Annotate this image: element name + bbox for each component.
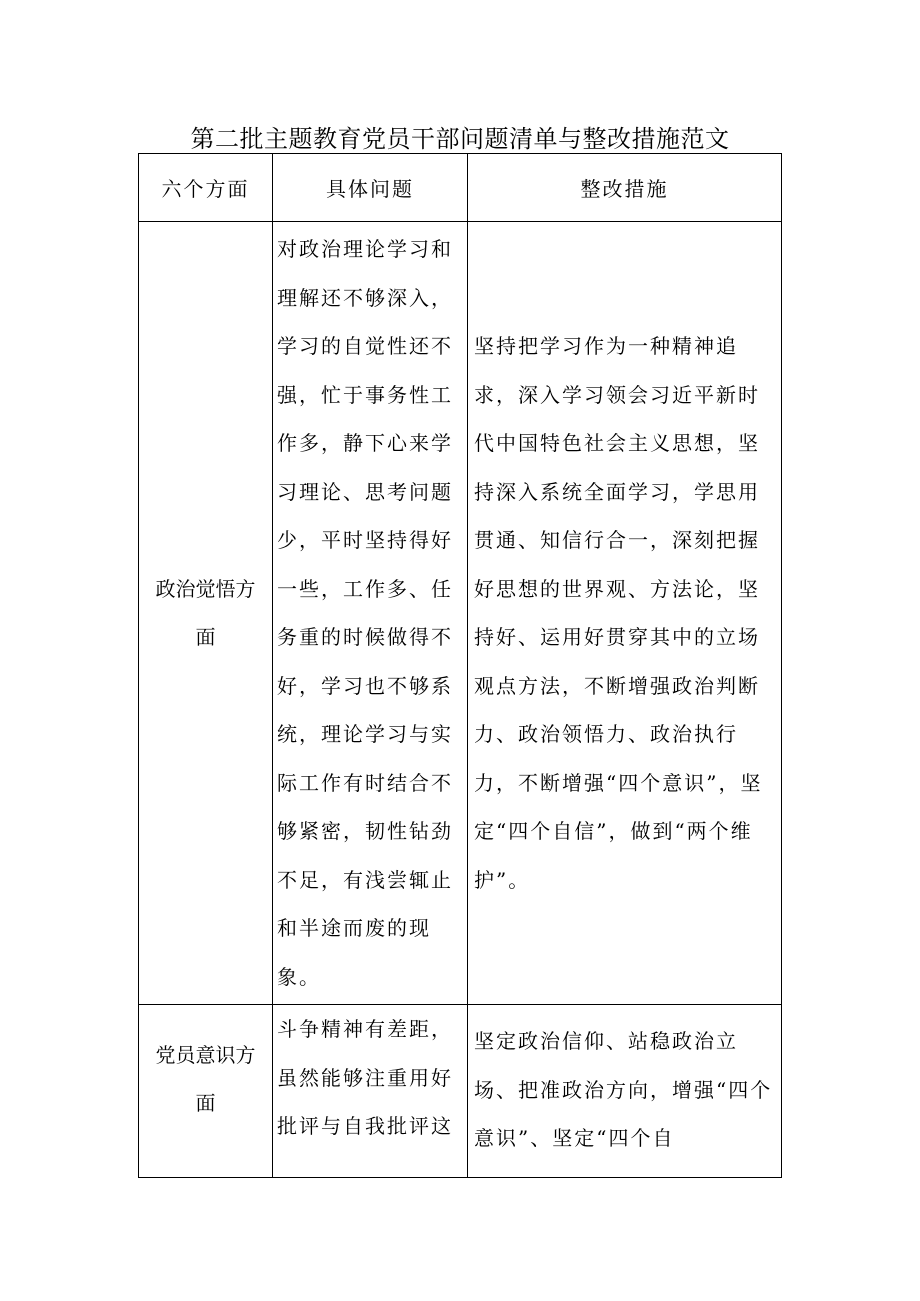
table-header-row xyxy=(139,154,782,222)
measure-cell-wrapper xyxy=(468,1005,782,1178)
problem-cell: 对政治理论学习和理解还不够深入，学习的自觉性还不强，忙于事务性工作多，静下心来学习理论、思考问题少，平时坚持得好一些，工作多、任务重的时候做得不好，学习也不够系统，理论学习与实际工作有时结合不够紧密，韧性钻劲不足，有浅尝辄止和半途而废的现象。 xyxy=(273,222,468,1005)
header-measure: 整改措施 xyxy=(468,154,782,222)
problem-table xyxy=(138,153,782,1178)
header-problem: 具体问题 xyxy=(273,154,468,222)
measure-cell: 坚持把学习作为一种精神追求，深入学习领会习近平新时代中国特色社会主义思想，坚持深入系统全面学习，学思用贯通、知信行合一，深刻把握好思想的世界观、方法论，坚持好、运用好贯穿其中的立场观点方法，不断增强政治判断力、政治领悟力、政治执行力，不断增强“四个意识”，坚定“四个自信”，做到“两个维护”。 xyxy=(468,222,782,1005)
measure-cell: 坚定政治信仰、站稳政治立场、把准政治方向，增强“四个意识”、坚定“四个自 xyxy=(474,1029,773,1150)
table-row xyxy=(139,222,782,1005)
problem-cell-wrapper xyxy=(273,1005,468,1178)
header-aspect: 六个方面 xyxy=(139,154,273,222)
aspect-cell: 政治觉悟方面 xyxy=(139,222,273,1005)
problem-cell: 斗争精神有差距，虽然能够注重用好批评与自我批评这 xyxy=(277,1017,453,1138)
document-title: 第二批主题教育党员干部问题清单与整改措施范文 xyxy=(190,125,730,153)
aspect-cell: 党员意识方面 xyxy=(139,1005,273,1178)
table-row xyxy=(139,1005,782,1178)
